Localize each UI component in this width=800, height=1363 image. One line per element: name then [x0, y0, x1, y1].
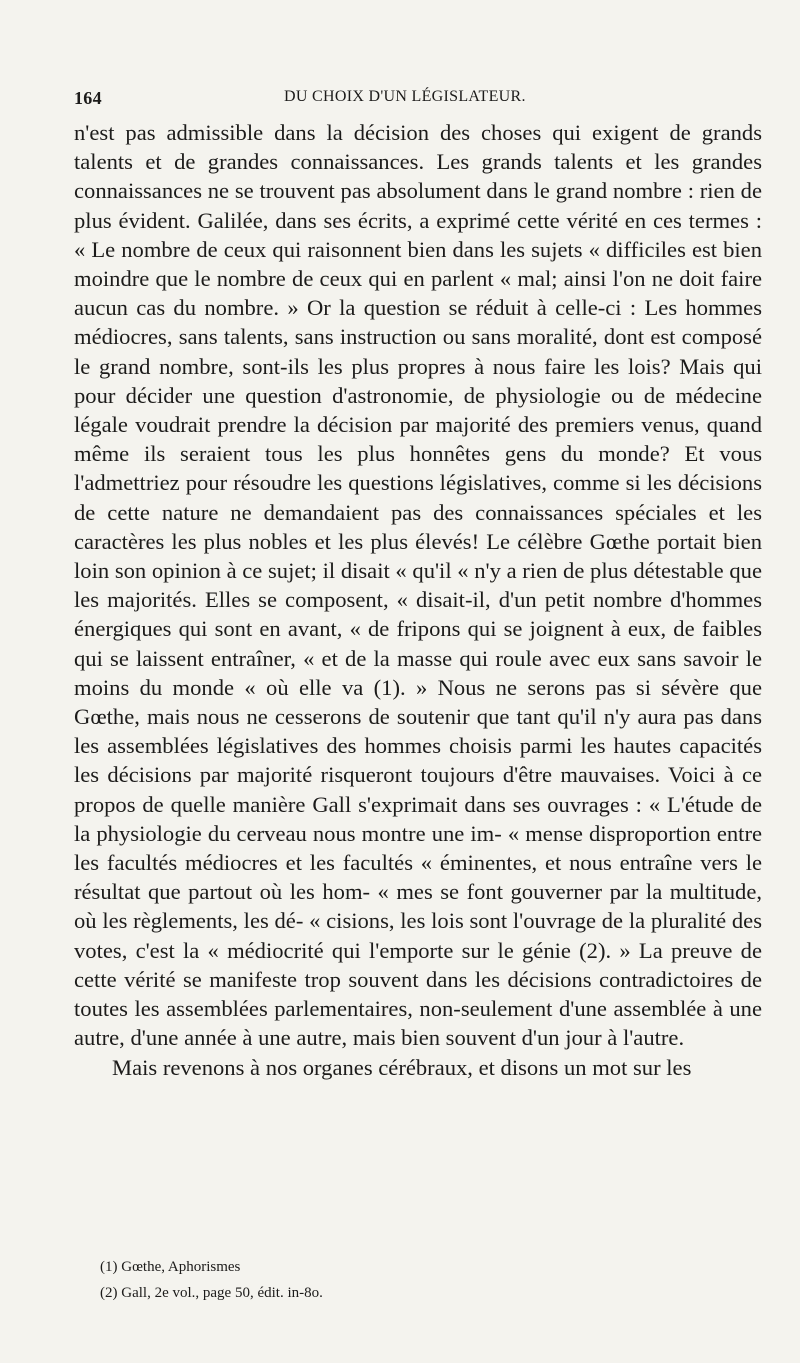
paragraph-2: Mais revenons à nos organes cérébraux, et disons un mot sur les — [112, 1054, 692, 1080]
paragraph-1: n'est pas admissible dans la décision des choses qui exigent de grands talents et de grandes connaissances. Les grands talents et les grandes connaissances ne se trouvent pas absolument dans le grand nombre : rien de plus évident. Galilée, dans ses écrits, a exprimé cette vérité en ces termes : « Le nombre de ceux qui raisonnent bien dans les sujets « difficiles est bien moindre que le nombre de ceux qui en parlent « mal; ainsi l'on ne doit faire aucun cas du nombre. » Or la question se réduit à celle-ci : Les hommes médiocres, sans talents, sans instruction ou sans moralité, dont est composé le grand nombre, sont-ils les plus propres à nous faire les lois? Mais qui pour décider une question d'astronomie, de physiologie ou de médecine légale voudrait prendre la décision par majorité des premiers venus, quand même ils seraient tous les plus honnêtes gens du monde? Et vous l'admettriez pour résoudre les questions législatives, comme si les décisions de cette nature ne demandaient pas des connaissances spéciales et les caractères les plus nobles et les plus élevés! Le célèbre Gœthe portait bien loin son opinion à ce sujet; il disait « qu'il « n'y a rien de plus détestable que les majorités. Elles se composent, « disait-il, d'un petit nombre d'hommes énergiques qui sont en avant, « de fripons qui se joignent à eux, de faibles qui se laissent entraîner, « et de la masse qui roule avec eux sans savoir le moins du monde « où elle va (1). » Nous ne serons pas si sévère que Gœthe, mais nous ne cesserons de soutenir que tant qu'il n'y aura pas dans les assemblées législatives des hommes choisis parmi les hautes capacités les décisions par majorité risqueront toujours d'être mauvaises. Voici à ce propos de quelle manière Gall s'exprimait dans ses ouvrages : « L'étude de la physiologie du cerveau nous montre une im- « mense disproportion entre les facultés médiocres et les facultés « éminentes, et nous entraîne vers le résultat que partout où les hom- « mes se font gouverner par la multitude, où les règlements, les dé- « cisions, les lois sont l'ouvrage de la pluralité des votes, c'est la « médiocrité qui l'emporte sur le génie (2). » La preuve de cette vérité se manifeste trop souvent dans les décisions contradictoires de toutes les assemblées parlementaires, non-seulement d'une assemblée à une autre, d'une année à une autre, mais bien souvent d'un jour à l'autre. — [74, 120, 762, 1051]
running-head — [74, 88, 756, 110]
body-text — [74, 118, 762, 1082]
footnote-1: (1) Gœthe, Aphorismes — [100, 1259, 241, 1275]
page-number: 164 — [74, 88, 102, 108]
footnote-2: (2) Gall, 2e vol., page 50, édit. in-8o. — [100, 1285, 323, 1301]
footnotes — [100, 1254, 323, 1306]
running-title: DU CHOIX D'UN LÉGISLATEUR. — [284, 88, 526, 105]
